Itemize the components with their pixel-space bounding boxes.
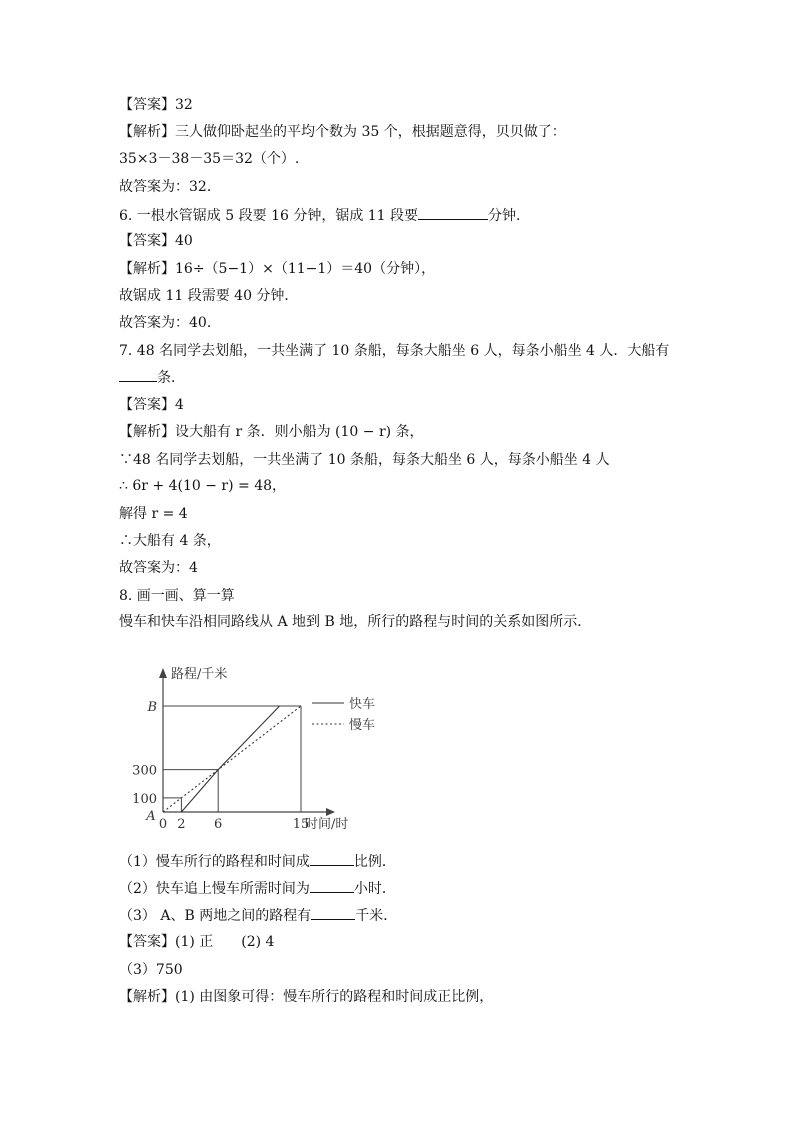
text-line: 【答案】32 [119, 97, 193, 113]
legend-label: 慢车 [349, 718, 376, 733]
text-line: 8. 画一画、算一算 [119, 588, 235, 604]
text-line: 【答案】(1) 正 (2) 4 [119, 934, 275, 950]
text-line: （1）慢车所行的路程和时间成 比例． [119, 851, 396, 872]
text-line: ∵48 名同学去划船，一共坐满了 10 条船，每条大船坐 6 人，每条小船坐 4 人 [119, 452, 610, 468]
origin-label: A [146, 809, 156, 824]
x-tick-label: 0 [158, 817, 168, 832]
y-axis-arrow [159, 668, 167, 678]
answer-blank [119, 367, 157, 382]
x-tick-label: 15 [292, 817, 310, 832]
text-line: 故锯成 11 段需要 40 分钟． [119, 288, 299, 304]
text-line: 解得 r = 4 [119, 506, 188, 522]
text-line: ∴ 6r + 4(10 − r) = 48， [119, 478, 287, 494]
text-line: （3）750 [119, 962, 183, 978]
distance-time-chart [125, 662, 395, 842]
answer-blank [310, 878, 354, 893]
answer-blank [418, 205, 488, 220]
x-axis-label: 时间/时 [305, 817, 349, 832]
text-line: 35×3－38－35＝32（个）. [119, 151, 300, 167]
text-line: 故答案为：4 [119, 560, 198, 576]
x-axis-arrow [326, 808, 335, 816]
y-tick-label: B [147, 700, 157, 716]
y-axis-label: 路程/千米 [171, 667, 228, 682]
answer-blank [310, 851, 354, 866]
text-line: 故答案为：32． [119, 179, 221, 195]
y-tick-label: 300 [132, 763, 157, 779]
text-line: 【解析】设大船有 r 条．则小船为 (10 − r) 条， [119, 424, 424, 440]
text-line: 故答案为：40． [119, 315, 221, 331]
text-line: 【答案】40 [119, 233, 193, 249]
series-line-1 [163, 706, 301, 812]
text-line: 【答案】4 [119, 397, 184, 413]
text-line: 【解析】(1) 由图象可得：慢车所行的路程和时间成正比例， [119, 989, 494, 1005]
answer-blank [311, 905, 355, 920]
x-tick-label: 6 [214, 817, 223, 832]
legend-label: 快车 [349, 697, 376, 712]
text-line: 慢车和快车沿相同路线从 A 地到 B 地，所行的路程与时间的关系如图所示． [119, 614, 592, 630]
text-line: 【解析】16÷（5−1）×（11−1）＝40（分钟）， [119, 261, 436, 277]
text-line: 条． [119, 367, 185, 388]
x-tick-label: 2 [177, 817, 186, 832]
text-line: ∴大船有 4 条， [119, 533, 221, 549]
text-line: （3） A、B 两地之间的路程有 千米． [119, 905, 397, 926]
y-tick-label: 100 [132, 791, 157, 807]
text-line: 【解析】三人做仰卧起坐的平均个数为 35 个，根据题意得，贝贝做了： [119, 124, 566, 140]
text-line: （2）快车追上慢车所需时间为 小时． [119, 878, 396, 899]
text-line: 7. 48 名同学去划船，一共坐满了 10 条船，每条大船坐 6 人，每条小船坐 4 人．大船有 [119, 343, 670, 359]
series-line-0 [181, 706, 279, 812]
text-line: 6. 一根水管锯成 5 段要 16 分钟，锯成 11 段要 分钟. [119, 205, 521, 226]
